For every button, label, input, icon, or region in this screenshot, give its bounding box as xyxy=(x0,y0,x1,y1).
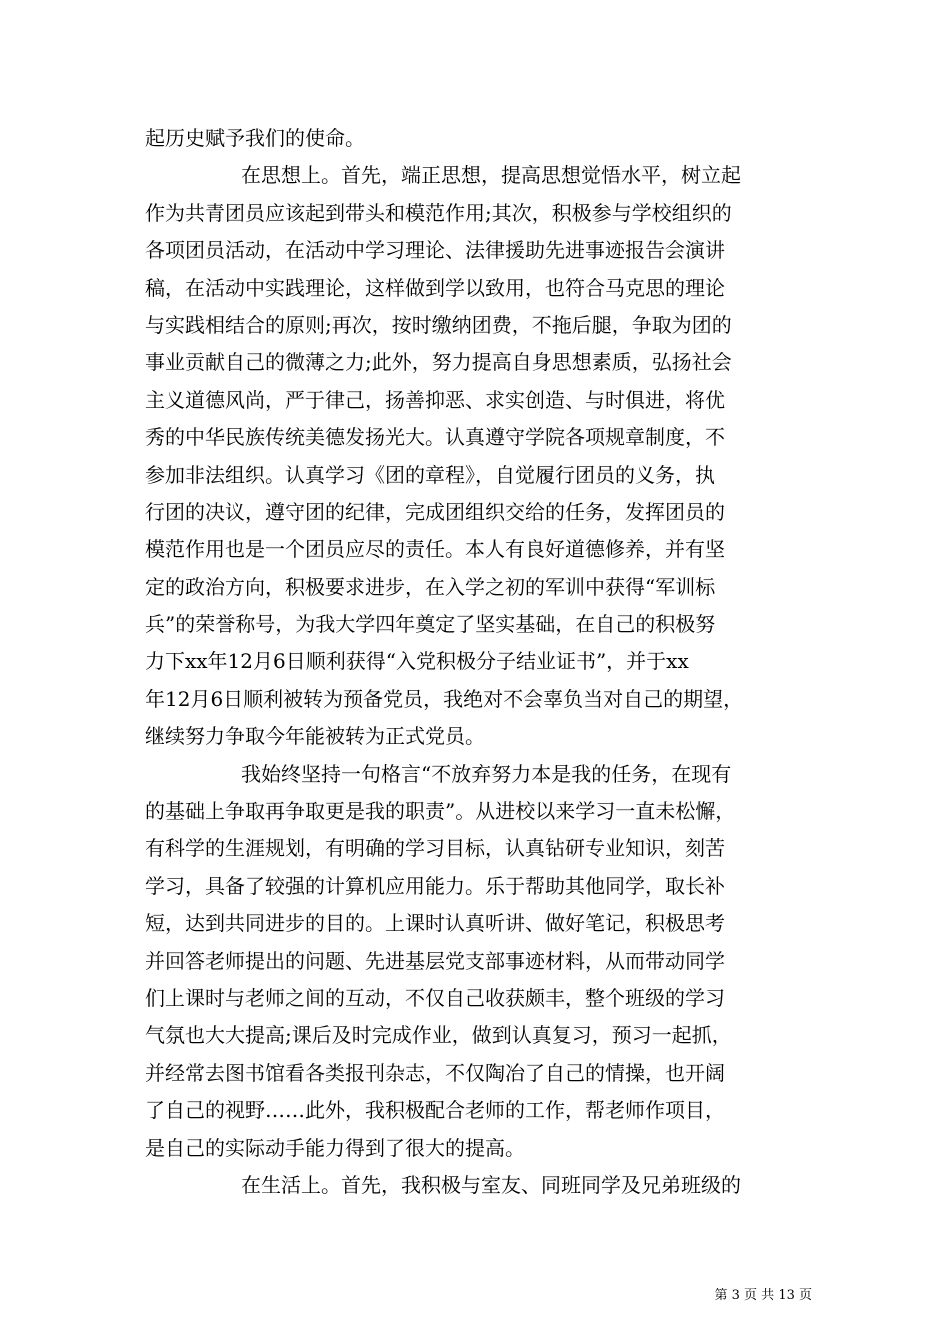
page-number: 第 3 页 共 13 页 xyxy=(714,1288,812,1303)
text-line: 是自己的实际动手能力得到了很大的提高。 xyxy=(145,1135,525,1160)
text-line: 并经常去图书馆看各类报刊杂志，不仅陶冶了自己的情操，也开阔 xyxy=(145,1060,725,1085)
text-line: 我始终坚持一句格言“不放弃努力本是我的任务，在现有 xyxy=(241,761,732,786)
text-line: 了自己的视野……此外，我积极配合老师的工作，帮老师作项目， xyxy=(145,1098,725,1123)
text-line: 的基础上争取再争取更是我的职责”。从进校以来学习一直未松懈， xyxy=(145,799,736,824)
text-line: 年12月6日顺利被转为预备党员，我绝对不会辜负当对自己的期望， xyxy=(145,686,744,711)
text-line: 秀的中华民族传统美德发扬光大。认真遵守学院各项规章制度，不 xyxy=(145,425,725,450)
text-line: 起历史赋予我们的使命。 xyxy=(145,126,365,150)
text-line: 继续努力争取今年能被转为正式党员。 xyxy=(145,724,485,749)
text-line: 各项团员活动，在活动中学习理论、法律援助先进事迹报告会演讲 xyxy=(145,238,725,263)
text-line: 们上课时与老师之间的互动，不仅自己收获颇丰，整个班级的学习 xyxy=(145,985,725,1010)
text-line: 与实践相结合的原则;再次，按时缴纳团费，不拖后腿，争取为团的 xyxy=(145,312,732,337)
text-line: 参加非法组织。认真学习《团的章程》，自觉履行团员的义务，执 xyxy=(145,462,715,487)
text-line: 事业贡献自己的微薄之力;此外，努力提高自身思想素质，弘扬社会 xyxy=(145,350,732,375)
text-line: 作为共青团员应该起到带头和模范作用;其次，积极参与学校组织的 xyxy=(145,200,732,225)
text-line: 有科学的生涯规划，有明确的学习目标，认真钻研专业知识，刻苦 xyxy=(145,836,725,861)
text-line: 稿，在活动中实践理论，这样做到学以致用，也符合马克思的理论 xyxy=(145,275,725,300)
text-line: 学习，具备了较强的计算机应用能力。乐于帮助其他同学，取长补 xyxy=(145,873,725,898)
text-line: 短，达到共同进步的目的。上课时认真听讲、做好笔记，积极思考 xyxy=(145,911,725,936)
text-line: 模范作用也是一个团员应尽的责任。本人有良好道德修养，并有坚 xyxy=(145,537,725,562)
text-line: 在生活上。首先，我积极与室友、同班同学及兄弟班级的 xyxy=(241,1172,741,1197)
text-line: 力下xx年12月6日顺利获得“入党积极分子结业证书”，并于xx xyxy=(145,649,689,674)
text-line: 主义道德风尚，严于律己，扬善抑恶、求实创造、与时俱进，将优 xyxy=(145,387,725,412)
document-body xyxy=(145,120,815,1204)
text-line: 并回答老师提出的问题、先进基层党支部事迹材料，从而带动同学 xyxy=(145,948,725,973)
text-line: 在思想上。首先，端正思想，提高思想觉悟水平，树立起 xyxy=(241,163,741,188)
text-line: 气氛也大大提高;课后及时完成作业，做到认真复习，预习一起抓， xyxy=(145,1023,732,1048)
text-line: 定的政治方向，积极要求进步，在入学之初的军训中获得“军训标 xyxy=(145,574,716,599)
text-line: 兵”的荣誉称号，为我大学四年奠定了坚实基础，在自己的积极努 xyxy=(145,612,716,637)
text-line: 行团的决议，遵守团的纪律，完成团组织交给的任务，发挥团员的 xyxy=(145,499,725,524)
